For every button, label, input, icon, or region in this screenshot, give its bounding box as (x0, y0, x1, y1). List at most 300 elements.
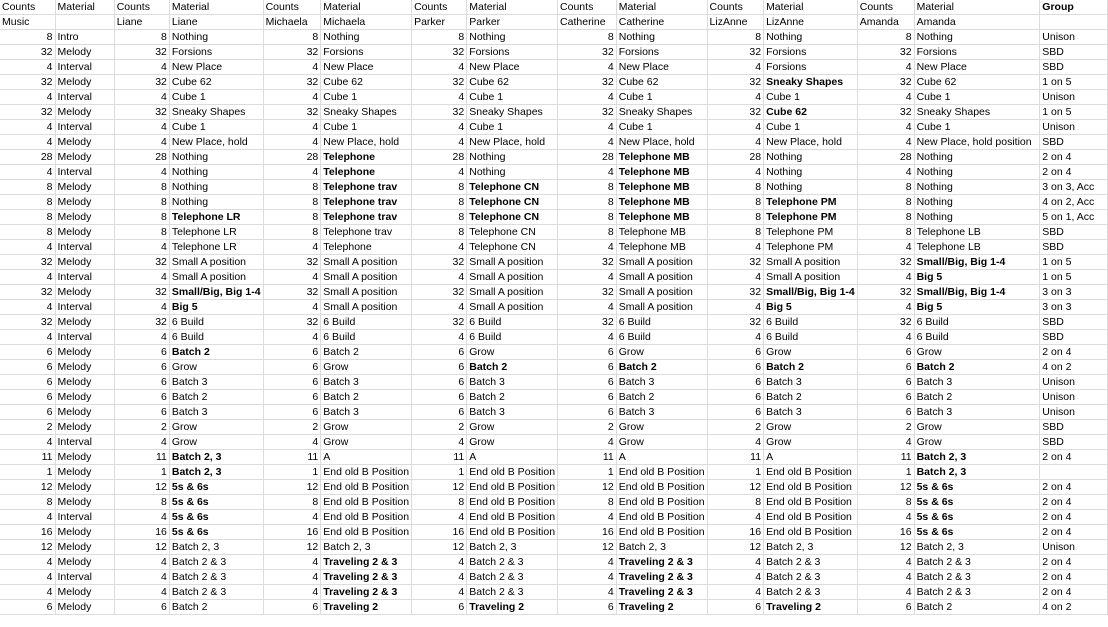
counts-cell[interactable]: 6 (558, 345, 617, 360)
material-cell[interactable]: Batch 2 (169, 390, 263, 405)
material-cell[interactable]: 6 Build (169, 330, 263, 345)
material-cell[interactable]: Nothing (914, 165, 1040, 180)
material-cell[interactable]: Traveling 2 (616, 600, 707, 615)
material-cell[interactable]: Telephone trav (321, 225, 412, 240)
material-cell[interactable]: A (616, 450, 707, 465)
group-cell[interactable]: 2 on 4 (1040, 480, 1108, 495)
column-header[interactable]: Counts (857, 0, 914, 15)
counts-cell[interactable]: 4 (114, 60, 169, 75)
material-cell[interactable]: Batch 3 (467, 375, 558, 390)
counts-cell[interactable]: 4 (558, 60, 617, 75)
material-cell[interactable]: 6 Build (321, 330, 412, 345)
material-cell[interactable]: Telephone trav (321, 180, 412, 195)
counts-cell[interactable]: 32 (857, 315, 914, 330)
material-cell[interactable]: Telephone LB (914, 240, 1040, 255)
counts-cell[interactable]: 4 (707, 330, 764, 345)
counts-cell[interactable]: 32 (558, 285, 617, 300)
counts-cell[interactable]: 4 (263, 330, 321, 345)
counts-cell[interactable]: 4 (0, 570, 55, 585)
material-cell[interactable]: Telephone MB (616, 225, 707, 240)
counts-cell[interactable]: 4 (263, 555, 321, 570)
counts-cell[interactable]: 2 (0, 420, 55, 435)
counts-cell[interactable]: 8 (263, 30, 321, 45)
material-cell[interactable]: Batch 2, 3 (616, 540, 707, 555)
material-cell[interactable]: Melody (55, 345, 114, 360)
counts-cell[interactable]: 4 (0, 300, 55, 315)
counts-cell[interactable]: 6 (0, 600, 55, 615)
counts-cell[interactable]: 28 (412, 150, 467, 165)
material-cell[interactable]: Big 5 (914, 300, 1040, 315)
material-cell[interactable]: Nothing (169, 180, 263, 195)
material-cell[interactable]: Sneaky Shapes (321, 105, 412, 120)
counts-cell[interactable]: 32 (857, 255, 914, 270)
counts-cell[interactable]: 4 (857, 135, 914, 150)
material-cell[interactable]: New Place, hold (321, 135, 412, 150)
group-cell[interactable]: 3 on 3 (1040, 285, 1108, 300)
material-cell[interactable]: Interval (55, 435, 114, 450)
material-cell[interactable]: Batch 2 & 3 (914, 585, 1040, 600)
material-cell[interactable]: Melody (55, 390, 114, 405)
material-cell[interactable]: Nothing (321, 30, 412, 45)
material-cell[interactable]: Small A position (467, 270, 558, 285)
counts-cell[interactable]: 6 (114, 375, 169, 390)
material-cell[interactable]: Interval (55, 300, 114, 315)
counts-cell[interactable]: 6 (0, 360, 55, 375)
counts-cell[interactable]: 2 (707, 420, 764, 435)
material-cell[interactable]: 6 Build (764, 330, 858, 345)
group-cell[interactable]: 2 on 4 (1040, 345, 1108, 360)
column-header[interactable]: Counts (707, 0, 764, 15)
material-cell[interactable]: End old B Position (764, 510, 858, 525)
counts-cell[interactable]: 11 (114, 450, 169, 465)
counts-cell[interactable]: 4 (857, 510, 914, 525)
counts-cell[interactable]: 1 (114, 465, 169, 480)
counts-cell[interactable]: 32 (114, 285, 169, 300)
counts-cell[interactable]: 4 (263, 165, 321, 180)
counts-cell[interactable]: 12 (857, 540, 914, 555)
counts-cell[interactable]: 32 (707, 315, 764, 330)
material-cell[interactable]: New Place (914, 60, 1040, 75)
material-cell[interactable]: Batch 2 & 3 (467, 585, 558, 600)
material-cell[interactable]: 6 Build (169, 315, 263, 330)
material-cell[interactable]: Cube 1 (169, 120, 263, 135)
counts-cell[interactable]: 12 (558, 540, 617, 555)
material-cell[interactable]: Batch 3 (616, 405, 707, 420)
material-cell[interactable]: Telephone CN (467, 240, 558, 255)
material-cell[interactable]: Nothing (764, 180, 858, 195)
material-cell[interactable]: Traveling 2 & 3 (616, 570, 707, 585)
material-cell[interactable]: Batch 2 (169, 345, 263, 360)
counts-cell[interactable]: 6 (412, 360, 467, 375)
material-cell[interactable]: Small A position (321, 300, 412, 315)
material-cell[interactable]: Batch 2, 3 (914, 450, 1040, 465)
counts-cell[interactable]: 4 (707, 240, 764, 255)
material-cell[interactable]: Small/Big, Big 1-4 (914, 255, 1040, 270)
group-cell[interactable]: Unison (1040, 405, 1108, 420)
counts-cell[interactable]: 11 (0, 450, 55, 465)
counts-cell[interactable]: 6 (412, 405, 467, 420)
material-cell[interactable]: Batch 2, 3 (321, 540, 412, 555)
counts-cell[interactable]: 8 (412, 210, 467, 225)
counts-cell[interactable]: 4 (263, 240, 321, 255)
material-cell[interactable]: Traveling 2 & 3 (321, 585, 412, 600)
counts-cell[interactable]: 32 (707, 105, 764, 120)
counts-cell[interactable]: 4 (114, 120, 169, 135)
material-cell[interactable]: Batch 2 & 3 (169, 585, 263, 600)
counts-cell[interactable]: 8 (707, 210, 764, 225)
material-cell[interactable]: Grow (321, 360, 412, 375)
material-cell[interactable]: Telephone (321, 240, 412, 255)
material-cell[interactable]: Cube 1 (321, 120, 412, 135)
counts-cell[interactable]: 4 (0, 240, 55, 255)
counts-cell[interactable]: 32 (412, 105, 467, 120)
material-cell[interactable]: Cube 1 (321, 90, 412, 105)
material-cell[interactable]: Sneaky Shapes (467, 105, 558, 120)
material-cell[interactable]: End old B Position (467, 525, 558, 540)
group-cell[interactable]: SBD (1040, 135, 1108, 150)
material-cell[interactable]: Nothing (467, 150, 558, 165)
counts-cell[interactable]: 32 (263, 285, 321, 300)
material-cell[interactable]: Melody (55, 210, 114, 225)
material-cell[interactable]: Small A position (321, 270, 412, 285)
group-cell[interactable]: 2 on 4 (1040, 555, 1108, 570)
counts-cell[interactable]: 4 (558, 300, 617, 315)
material-cell[interactable]: Batch 3 (764, 405, 858, 420)
column-subheader[interactable]: LizAnne (707, 15, 764, 30)
column-header[interactable]: Group (1040, 0, 1108, 15)
counts-cell[interactable]: 4 (412, 135, 467, 150)
counts-cell[interactable]: 4 (412, 165, 467, 180)
counts-cell[interactable]: 6 (857, 375, 914, 390)
counts-cell[interactable]: 2 (412, 420, 467, 435)
counts-cell[interactable]: 8 (707, 30, 764, 45)
group-cell[interactable]: 2 on 4 (1040, 585, 1108, 600)
counts-cell[interactable]: 8 (707, 180, 764, 195)
material-cell[interactable]: Melody (55, 465, 114, 480)
counts-cell[interactable]: 4 (0, 585, 55, 600)
counts-cell[interactable]: 4 (263, 135, 321, 150)
material-cell[interactable]: Nothing (169, 165, 263, 180)
counts-cell[interactable]: 32 (857, 45, 914, 60)
group-cell[interactable]: SBD (1040, 435, 1108, 450)
material-cell[interactable]: Batch 2 & 3 (467, 555, 558, 570)
counts-cell[interactable]: 32 (263, 45, 321, 60)
counts-cell[interactable]: 4 (0, 135, 55, 150)
material-cell[interactable]: Melody (55, 285, 114, 300)
material-cell[interactable]: Batch 3 (321, 375, 412, 390)
material-cell[interactable]: Cube 1 (764, 120, 858, 135)
counts-cell[interactable]: 4 (857, 165, 914, 180)
counts-cell[interactable]: 12 (263, 480, 321, 495)
material-cell[interactable]: Cube 1 (467, 120, 558, 135)
counts-cell[interactable]: 8 (412, 195, 467, 210)
counts-cell[interactable]: 12 (412, 480, 467, 495)
material-cell[interactable]: Telephone CN (467, 180, 558, 195)
material-cell[interactable]: End old B Position (321, 510, 412, 525)
group-cell[interactable]: 4 on 2 (1040, 600, 1108, 615)
material-cell[interactable]: Melody (55, 480, 114, 495)
counts-cell[interactable]: 4 (857, 300, 914, 315)
group-cell[interactable]: Unison (1040, 540, 1108, 555)
material-cell[interactable]: Cube 62 (467, 75, 558, 90)
material-cell[interactable]: Batch 2, 3 (914, 465, 1040, 480)
counts-cell[interactable]: 4 (114, 300, 169, 315)
material-cell[interactable]: End old B Position (467, 510, 558, 525)
counts-cell[interactable]: 32 (707, 285, 764, 300)
material-cell[interactable]: 5s & 6s (169, 480, 263, 495)
column-header[interactable]: Counts (412, 0, 467, 15)
counts-cell[interactable]: 4 (707, 435, 764, 450)
counts-cell[interactable]: 4 (0, 510, 55, 525)
material-cell[interactable]: Small A position (467, 255, 558, 270)
group-cell[interactable]: 2 on 4 (1040, 570, 1108, 585)
group-cell[interactable]: 1 on 5 (1040, 75, 1108, 90)
material-cell[interactable]: Batch 2 (764, 390, 858, 405)
material-cell[interactable]: New Place, hold (764, 135, 858, 150)
counts-cell[interactable]: 6 (558, 600, 617, 615)
counts-cell[interactable]: 32 (707, 75, 764, 90)
counts-cell[interactable]: 2 (857, 420, 914, 435)
material-cell[interactable]: Interval (55, 240, 114, 255)
material-cell[interactable]: Nothing (914, 180, 1040, 195)
material-cell[interactable]: Telephone LB (914, 225, 1040, 240)
material-cell[interactable]: New Place (616, 60, 707, 75)
counts-cell[interactable]: 4 (558, 120, 617, 135)
counts-cell[interactable]: 4 (263, 510, 321, 525)
group-cell[interactable]: 2 on 4 (1040, 450, 1108, 465)
column-subheader[interactable]: Music (0, 15, 55, 30)
counts-cell[interactable]: 4 (558, 585, 617, 600)
material-cell[interactable]: Small A position (764, 255, 858, 270)
material-cell[interactable]: Traveling 2 (467, 600, 558, 615)
counts-cell[interactable]: 4 (412, 90, 467, 105)
material-cell[interactable]: 5s & 6s (914, 525, 1040, 540)
counts-cell[interactable]: 6 (558, 375, 617, 390)
material-cell[interactable]: Telephone LR (169, 210, 263, 225)
counts-cell[interactable]: 6 (412, 345, 467, 360)
group-cell[interactable]: 2 on 4 (1040, 165, 1108, 180)
column-header[interactable]: Material (467, 0, 558, 15)
material-cell[interactable]: Telephone MB (616, 195, 707, 210)
column-subheader[interactable]: LizAnne (764, 15, 858, 30)
counts-cell[interactable]: 6 (114, 600, 169, 615)
counts-cell[interactable]: 2 (558, 420, 617, 435)
material-cell[interactable]: Small A position (616, 270, 707, 285)
counts-cell[interactable]: 28 (263, 150, 321, 165)
counts-cell[interactable]: 6 (263, 600, 321, 615)
material-cell[interactable]: Telephone LR (169, 225, 263, 240)
column-subheader[interactable] (1040, 15, 1108, 30)
material-cell[interactable]: New Place (169, 60, 263, 75)
counts-cell[interactable]: 4 (707, 300, 764, 315)
counts-cell[interactable]: 4 (558, 555, 617, 570)
material-cell[interactable]: 6 Build (321, 315, 412, 330)
counts-cell[interactable]: 8 (0, 195, 55, 210)
counts-cell[interactable]: 8 (263, 495, 321, 510)
material-cell[interactable]: Melody (55, 75, 114, 90)
counts-cell[interactable]: 4 (558, 510, 617, 525)
material-cell[interactable]: Small A position (169, 270, 263, 285)
counts-cell[interactable]: 28 (707, 150, 764, 165)
material-cell[interactable]: Big 5 (914, 270, 1040, 285)
material-cell[interactable]: New Place (321, 60, 412, 75)
material-cell[interactable]: 6 Build (764, 315, 858, 330)
material-cell[interactable]: Telephone CN (467, 225, 558, 240)
material-cell[interactable]: Forsions (764, 60, 858, 75)
counts-cell[interactable]: 8 (114, 180, 169, 195)
counts-cell[interactable]: 11 (558, 450, 617, 465)
material-cell[interactable]: Traveling 2 & 3 (321, 570, 412, 585)
counts-cell[interactable]: 6 (857, 360, 914, 375)
counts-cell[interactable]: 4 (114, 585, 169, 600)
material-cell[interactable]: Telephone CN (467, 195, 558, 210)
counts-cell[interactable]: 4 (558, 240, 617, 255)
material-cell[interactable]: End old B Position (467, 495, 558, 510)
material-cell[interactable]: Batch 2, 3 (914, 540, 1040, 555)
material-cell[interactable]: Interval (55, 120, 114, 135)
counts-cell[interactable]: 4 (263, 585, 321, 600)
counts-cell[interactable]: 4 (263, 60, 321, 75)
counts-cell[interactable]: 6 (114, 405, 169, 420)
material-cell[interactable]: Melody (55, 375, 114, 390)
counts-cell[interactable]: 6 (707, 360, 764, 375)
counts-cell[interactable]: 6 (114, 345, 169, 360)
material-cell[interactable]: Grow (764, 435, 858, 450)
material-cell[interactable]: Telephone PM (764, 225, 858, 240)
material-cell[interactable]: Batch 2, 3 (169, 450, 263, 465)
counts-cell[interactable]: 32 (263, 315, 321, 330)
counts-cell[interactable]: 32 (0, 315, 55, 330)
material-cell[interactable]: Interval (55, 270, 114, 285)
material-cell[interactable]: Batch 3 (764, 375, 858, 390)
counts-cell[interactable]: 4 (114, 435, 169, 450)
material-cell[interactable]: Melody (55, 585, 114, 600)
counts-cell[interactable]: 32 (412, 285, 467, 300)
material-cell[interactable]: Traveling 2 & 3 (616, 555, 707, 570)
counts-cell[interactable]: 4 (412, 300, 467, 315)
material-cell[interactable]: Cube 62 (616, 75, 707, 90)
group-cell[interactable]: Unison (1040, 120, 1108, 135)
counts-cell[interactable]: 28 (0, 150, 55, 165)
column-subheader[interactable]: Parker (467, 15, 558, 30)
material-cell[interactable]: Small A position (467, 285, 558, 300)
counts-cell[interactable]: 32 (0, 105, 55, 120)
material-cell[interactable]: End old B Position (321, 465, 412, 480)
material-cell[interactable]: Batch 2 (169, 600, 263, 615)
material-cell[interactable]: Sneaky Shapes (616, 105, 707, 120)
counts-cell[interactable]: 32 (558, 45, 617, 60)
counts-cell[interactable]: 8 (0, 225, 55, 240)
material-cell[interactable]: End old B Position (764, 480, 858, 495)
group-cell[interactable]: 2 on 4 (1040, 510, 1108, 525)
counts-cell[interactable]: 32 (412, 255, 467, 270)
counts-cell[interactable]: 16 (0, 525, 55, 540)
material-cell[interactable]: Small A position (764, 270, 858, 285)
material-cell[interactable]: Nothing (914, 195, 1040, 210)
counts-cell[interactable]: 32 (707, 255, 764, 270)
counts-cell[interactable]: 4 (0, 165, 55, 180)
material-cell[interactable]: Melody (55, 315, 114, 330)
material-cell[interactable]: Melody (55, 45, 114, 60)
material-cell[interactable]: Melody (55, 600, 114, 615)
group-cell[interactable]: 1 on 5 (1040, 105, 1108, 120)
column-header[interactable]: Material (321, 0, 412, 15)
counts-cell[interactable]: 6 (857, 345, 914, 360)
column-header[interactable]: Counts (0, 0, 55, 15)
counts-cell[interactable]: 28 (558, 150, 617, 165)
counts-cell[interactable]: 2 (114, 420, 169, 435)
column-subheader[interactable]: Amanda (914, 15, 1040, 30)
material-cell[interactable]: End old B Position (616, 465, 707, 480)
material-cell[interactable]: Melody (55, 450, 114, 465)
material-cell[interactable]: Telephone PM (764, 210, 858, 225)
material-cell[interactable]: Batch 2, 3 (169, 540, 263, 555)
counts-cell[interactable]: 8 (114, 30, 169, 45)
counts-cell[interactable]: 4 (857, 270, 914, 285)
group-cell[interactable]: Unison (1040, 30, 1108, 45)
material-cell[interactable]: Batch 2 (467, 390, 558, 405)
material-cell[interactable]: Telephone PM (764, 240, 858, 255)
material-cell[interactable]: Telephone CN (467, 210, 558, 225)
material-cell[interactable]: Telephone (321, 150, 412, 165)
counts-cell[interactable]: 8 (263, 225, 321, 240)
material-cell[interactable]: Cube 1 (616, 90, 707, 105)
counts-cell[interactable]: 4 (558, 135, 617, 150)
column-header[interactable]: Counts (558, 0, 617, 15)
counts-cell[interactable]: 8 (558, 495, 617, 510)
counts-cell[interactable]: 4 (558, 270, 617, 285)
counts-cell[interactable]: 32 (114, 315, 169, 330)
group-cell[interactable]: 5 on 1, Acc (1040, 210, 1108, 225)
counts-cell[interactable]: 32 (558, 75, 617, 90)
counts-cell[interactable]: 4 (857, 585, 914, 600)
material-cell[interactable]: Batch 3 (169, 375, 263, 390)
counts-cell[interactable]: 4 (707, 120, 764, 135)
counts-cell[interactable]: 4 (263, 270, 321, 285)
material-cell[interactable]: Batch 3 (467, 405, 558, 420)
material-cell[interactable]: A (467, 450, 558, 465)
counts-cell[interactable]: 4 (412, 555, 467, 570)
material-cell[interactable]: Telephone LR (169, 240, 263, 255)
group-cell[interactable]: SBD (1040, 330, 1108, 345)
material-cell[interactable]: Grow (616, 435, 707, 450)
group-cell[interactable]: 2 on 4 (1040, 495, 1108, 510)
counts-cell[interactable]: 32 (558, 315, 617, 330)
counts-cell[interactable]: 4 (0, 555, 55, 570)
counts-cell[interactable]: 8 (412, 225, 467, 240)
counts-cell[interactable]: 4 (0, 60, 55, 75)
column-subheader[interactable]: Catherine (616, 15, 707, 30)
material-cell[interactable]: Batch 2 & 3 (914, 570, 1040, 585)
material-cell[interactable]: Grow (616, 420, 707, 435)
material-cell[interactable]: Nothing (169, 195, 263, 210)
counts-cell[interactable]: 12 (263, 540, 321, 555)
counts-cell[interactable]: 4 (263, 300, 321, 315)
material-cell[interactable]: Telephone PM (764, 195, 858, 210)
counts-cell[interactable]: 1 (412, 465, 467, 480)
counts-cell[interactable]: 6 (114, 390, 169, 405)
counts-cell[interactable]: 6 (857, 600, 914, 615)
material-cell[interactable]: 6 Build (616, 330, 707, 345)
counts-cell[interactable]: 4 (857, 330, 914, 345)
counts-cell[interactable]: 4 (412, 120, 467, 135)
material-cell[interactable]: Batch 2 (914, 390, 1040, 405)
column-subheader[interactable]: Liane (114, 15, 169, 30)
counts-cell[interactable]: 6 (263, 360, 321, 375)
material-cell[interactable]: Nothing (914, 150, 1040, 165)
counts-cell[interactable]: 4 (707, 90, 764, 105)
material-cell[interactable]: End old B Position (764, 525, 858, 540)
